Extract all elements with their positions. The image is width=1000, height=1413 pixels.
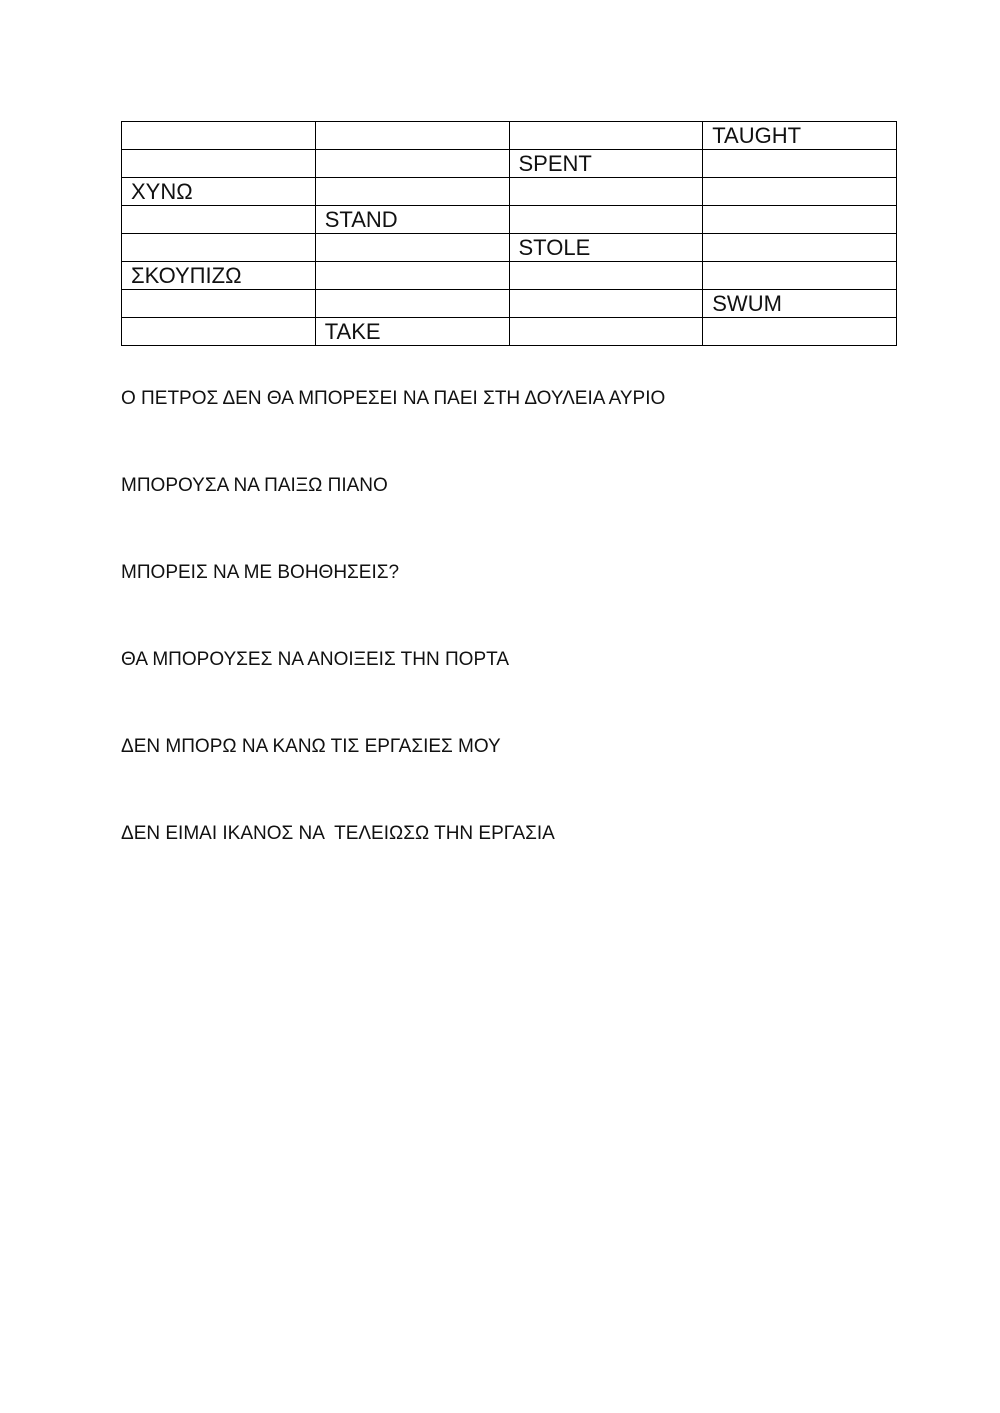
sentence-4: ΘΑ ΜΠΟΡΟΥΣΕΣ ΝΑ ΑΝΟΙΞΕΙΣ ΤΗΝ ΠΟΡΤΑ xyxy=(121,649,509,670)
table-cell[interactable]: TAKE xyxy=(315,318,509,346)
sentence-1: Ο ΠΕΤΡΟΣ ΔΕΝ ΘΑ ΜΠΟΡΕΣΕΙ ΝΑ ΠΑΕΙ ΣΤΗ ΔΟΥΛΕΙΑ ΑΥΡΙΟ xyxy=(121,388,666,409)
table-cell[interactable]: ΧΥΝΩ xyxy=(122,178,316,206)
table-cell[interactable] xyxy=(703,178,897,206)
table-row xyxy=(122,262,897,290)
table-cell[interactable] xyxy=(509,122,703,150)
sentence-3: ΜΠΟΡΕΙΣ ΝΑ ΜΕ ΒΟΗΘΗΣΕΙΣ? xyxy=(121,562,400,583)
table-cell[interactable] xyxy=(122,122,316,150)
table-row xyxy=(122,150,897,178)
table-cell[interactable] xyxy=(315,150,509,178)
table-cell[interactable] xyxy=(122,234,316,262)
verb-forms-table xyxy=(121,121,897,346)
table-cell[interactable]: STOLE xyxy=(509,234,703,262)
table-cell[interactable] xyxy=(703,262,897,290)
table-cell[interactable] xyxy=(509,318,703,346)
table-cell[interactable] xyxy=(703,318,897,346)
table-cell[interactable] xyxy=(315,290,509,318)
table-cell[interactable] xyxy=(315,262,509,290)
sentence-6: ΔΕΝ ΕΙΜΑΙ ΙΚΑΝΟΣ ΝΑ ΤΕΛΕΙΩΣΩ ΤΗΝ ΕΡΓΑΣΙΑ xyxy=(121,823,555,844)
table-cell[interactable]: ΣΚΟΥΠΙΖΩ xyxy=(122,262,316,290)
table-cell[interactable] xyxy=(509,206,703,234)
sentence-2: ΜΠΟΡΟΥΣΑ ΝΑ ΠΑΙΞΩ ΠΙΑΝΟ xyxy=(121,475,388,496)
sentence-list xyxy=(121,386,921,908)
table-cell[interactable]: SPENT xyxy=(509,150,703,178)
table-row xyxy=(122,318,897,346)
table-cell[interactable]: SWUM xyxy=(703,290,897,318)
sentence-5: ΔΕΝ ΜΠΟΡΩ ΝΑ ΚΑΝΩ ΤΙΣ ΕΡΓΑΣΙΕΣ ΜΟΥ xyxy=(121,736,501,757)
table-cell[interactable] xyxy=(122,150,316,178)
table-cell[interactable] xyxy=(509,262,703,290)
table-cell[interactable] xyxy=(315,122,509,150)
table-cell[interactable] xyxy=(703,206,897,234)
table-cell[interactable] xyxy=(315,234,509,262)
table-cell[interactable] xyxy=(703,234,897,262)
table-cell[interactable] xyxy=(315,178,509,206)
table-cell[interactable] xyxy=(122,290,316,318)
table-cell[interactable] xyxy=(509,178,703,206)
table-row xyxy=(122,178,897,206)
table-row xyxy=(122,206,897,234)
table-cell[interactable] xyxy=(703,150,897,178)
table-row xyxy=(122,122,897,150)
table-row xyxy=(122,290,897,318)
table-cell[interactable]: TAUGHT xyxy=(703,122,897,150)
table-cell[interactable]: STAND xyxy=(315,206,509,234)
table-cell[interactable] xyxy=(509,290,703,318)
table-cell[interactable] xyxy=(122,206,316,234)
table-cell[interactable] xyxy=(122,318,316,346)
table-row xyxy=(122,234,897,262)
